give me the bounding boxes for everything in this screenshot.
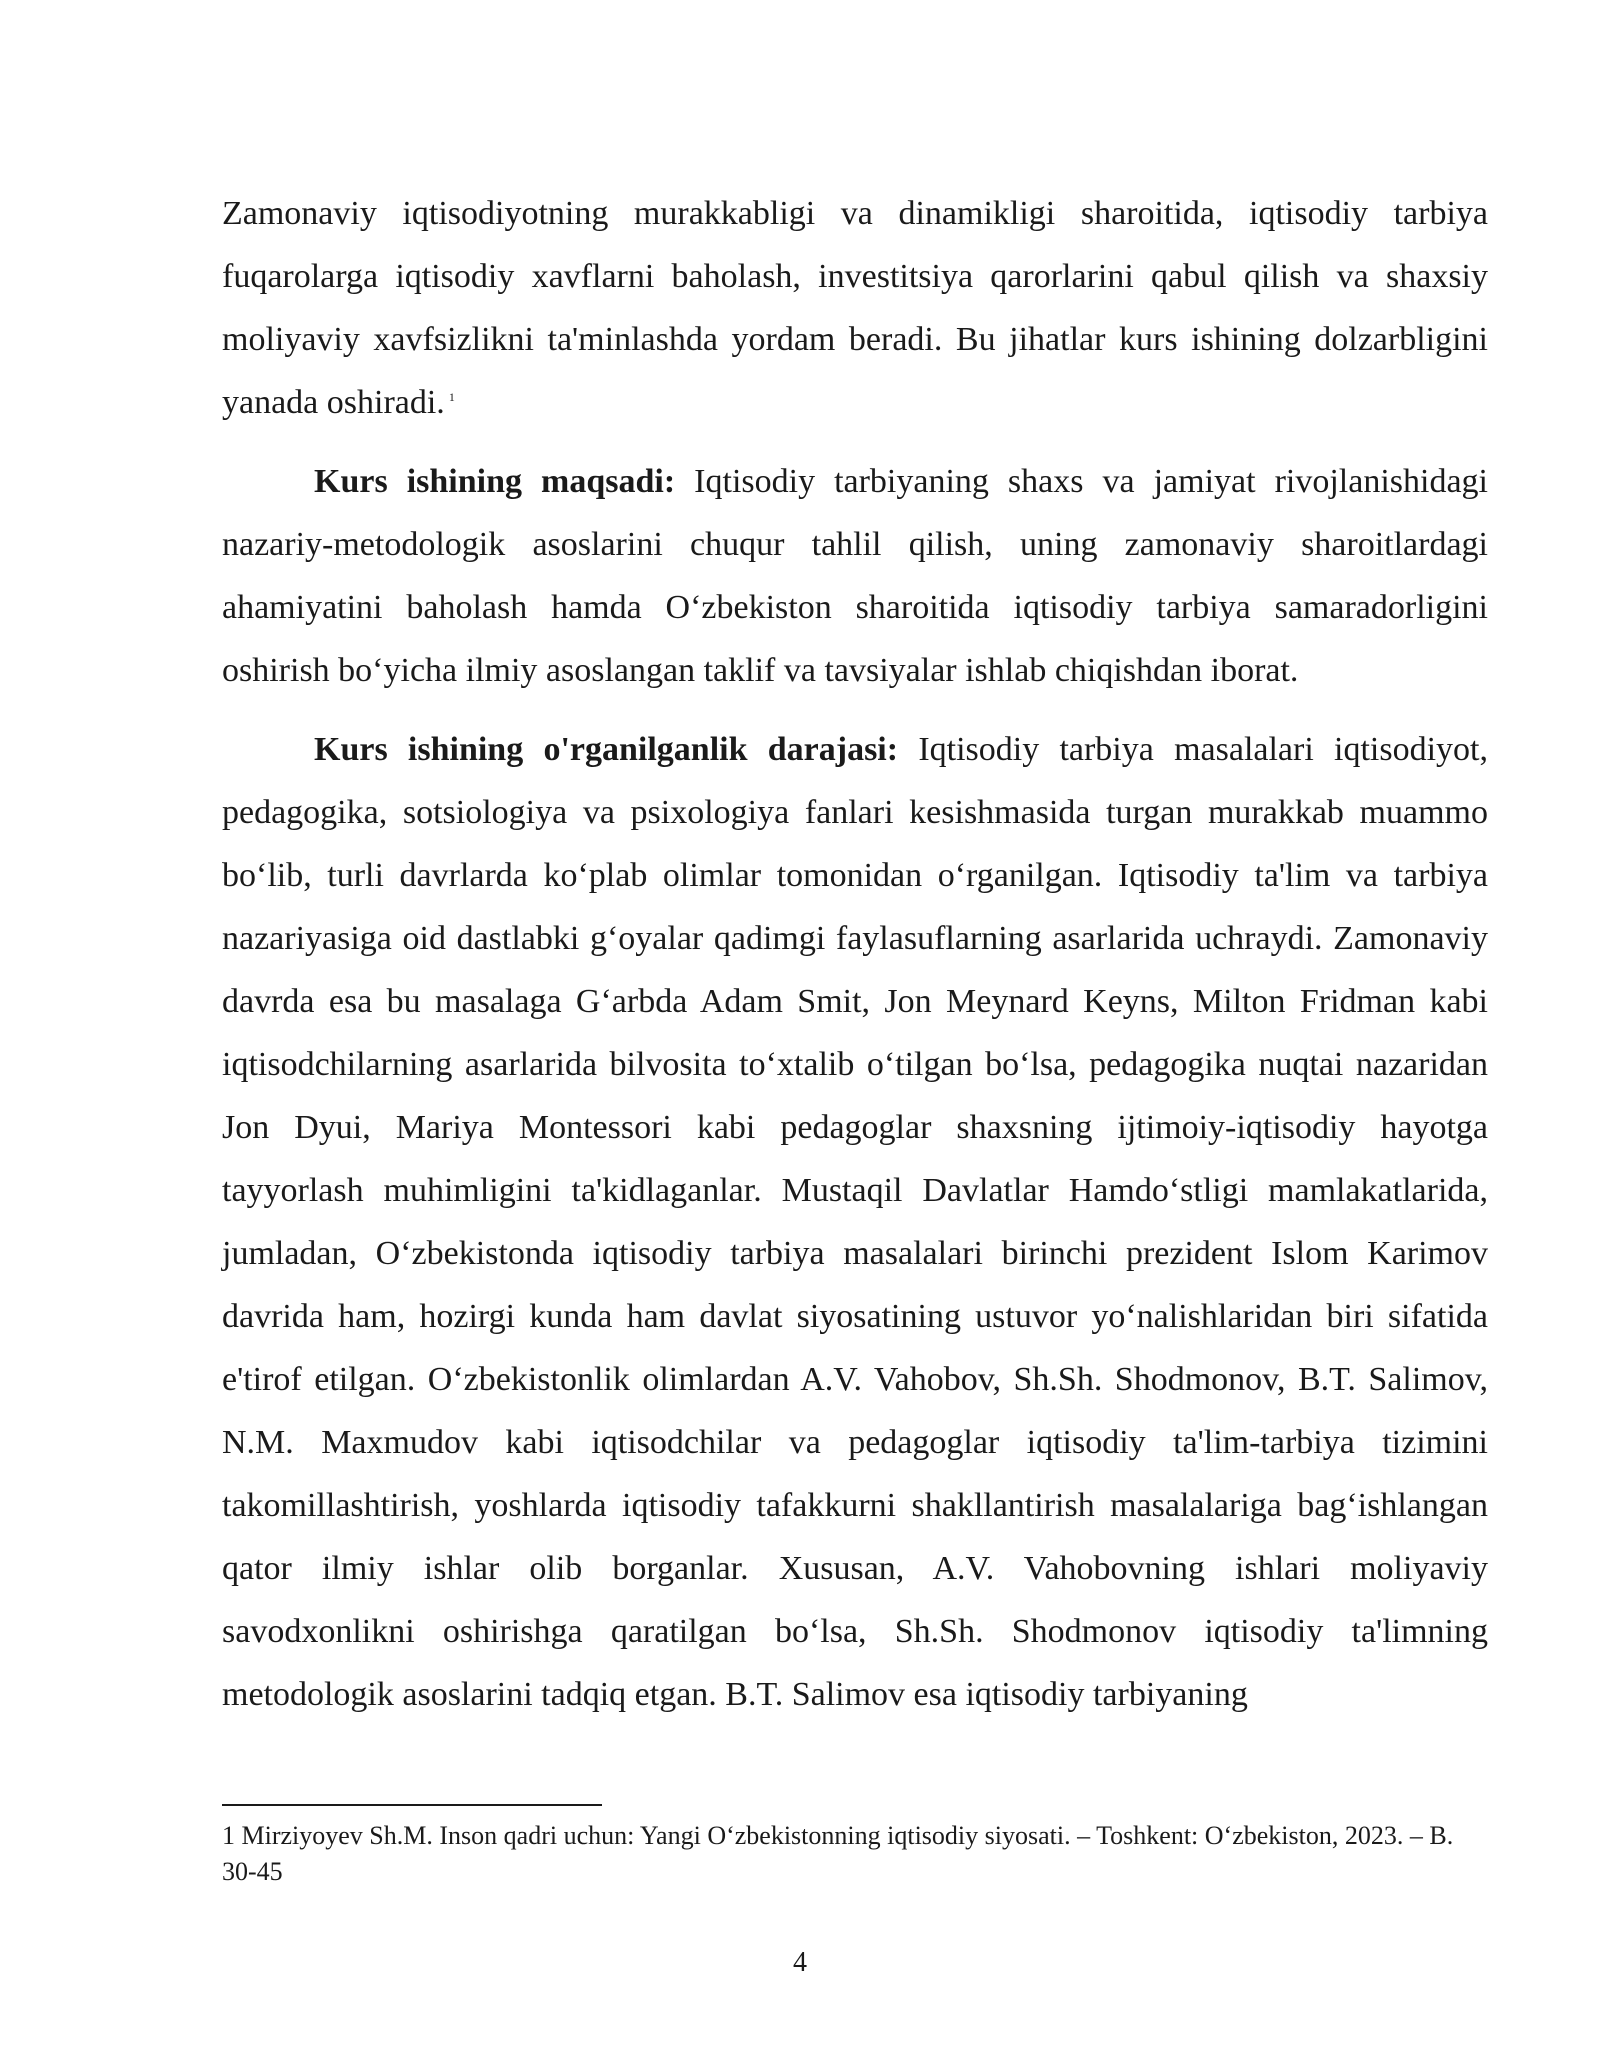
paragraph-goal-text: Iqtisodiy tarbiyaning shaxs va jamiyat rivojlanishidagi nazariy-metodologik asoslarini chuqur tahlil qilish, uning zamonaviy sharoitlardagi ahamiyatini baholash hamda O‘zbekiston sharoitida iqtisodiy tarbiya samaradorligini oshirish bo‘yicha ilmiy asoslangan taklif va tavsiyalar ishlab chiqishdan iborat. xyxy=(222,463,1488,689)
footnote xyxy=(222,1818,1492,1890)
paragraph-study-level-text: Iqtisodiy tarbiya masalalari iqtisodiyot, pedagogika, sotsiologiya va psixologiya fanlari kesishmasida turgan murakkab muammo bo‘lib, turli davrlarda ko‘plab olimlar tomonidan o‘rganilgan. Iqtisodiy ta'lim va tarbiya nazariyasiga oid dastlabki g‘oyalar qadimgi faylasuflarning asarlarida uchraydi. Zamonaviy davrda esa bu masalaga G‘arbda Adam Smit, Jon Meynard Keyns, Milton Fridman kabi iqtisodchilarning asarlarida bilvosita to‘xtalib o‘tilgan bo‘lsa, pedagogika nuqtai nazaridan Jon Dyui, Mariya Montessori kabi pedagoglar shaxsning ijtimoiy-iqtisodiy hayotga tayyorlash muhimligini ta'kidlaganlar. Mustaqil Davlatlar Hamdo‘stligi mamlakatlarida, jumladan, O‘zbekistonda iqtisodiy tarbiya masalalari birinchi prezident Islom Karimov davrida ham, hozirgi kunda ham davlat siyosatining ustuvor yo‘nalishlaridan biri sifatida e'tirof etilgan. O‘zbekistonlik olimlardan A.V. Vahobov, Sh.Sh. Shodmonov, B.T. Salimov, N.M. Maxmudov kabi iqtisodchilar va pedagoglar iqtisodiy ta'lim-tarbiya tizimini takomillashtirish, yoshlarda iqtisodiy tafakkurni shakllantirish masalalariga bag‘ishlangan qator ilmiy ishlar olib borganlar. Xususan, A.V. Vahobovning ishlari moliyaviy savodxonlikni oshirishga qaratilgan bo‘lsa, Sh.Sh. Shodmonov iqtisodiy ta'limning metodologik asoslarini tadqiq etgan. B.T. Salimov esa iqtisodiy tarbiyaning xyxy=(222,731,1488,1713)
paragraph-relevance-text: Zamonaviy iqtisodiyotning murakkabligi va dinamikligi sharoitida, iqtisodiy tarbiya fuqarolarga iqtisodiy xavflarni baholash, investitsiya qarorlarini qabul qilish va shaxsiy moliyaviy xavfsizlikni ta'minlashda yordam beradi. Bu jihatlar kurs ishining dolzarbligini yanada oshiradi. xyxy=(222,195,1488,421)
paragraph-goal xyxy=(222,450,1488,702)
body-text xyxy=(222,182,1488,1742)
paragraph-study-level-heading: Kurs ishining o'rganilganlik darajasi: xyxy=(314,731,899,768)
paragraph-goal-heading: Kurs ishining maqsadi: xyxy=(314,463,676,500)
paragraph-relevance xyxy=(222,182,1488,434)
footnote-number: 1 xyxy=(222,1821,235,1850)
footnote-separator xyxy=(222,1804,602,1806)
footnote-reference[interactable]: 1 xyxy=(448,389,455,404)
page-number: 4 xyxy=(793,1947,807,1978)
paragraph-study-level xyxy=(222,718,1488,1726)
footnote-text: Mirziyoyev Sh.M. Inson qadri uchun: Yangi O‘zbekistonning iqtisodiy siyosati. – Toshkent: O‘zbekiston, 2023. – B. 30-45 xyxy=(222,1821,1454,1886)
